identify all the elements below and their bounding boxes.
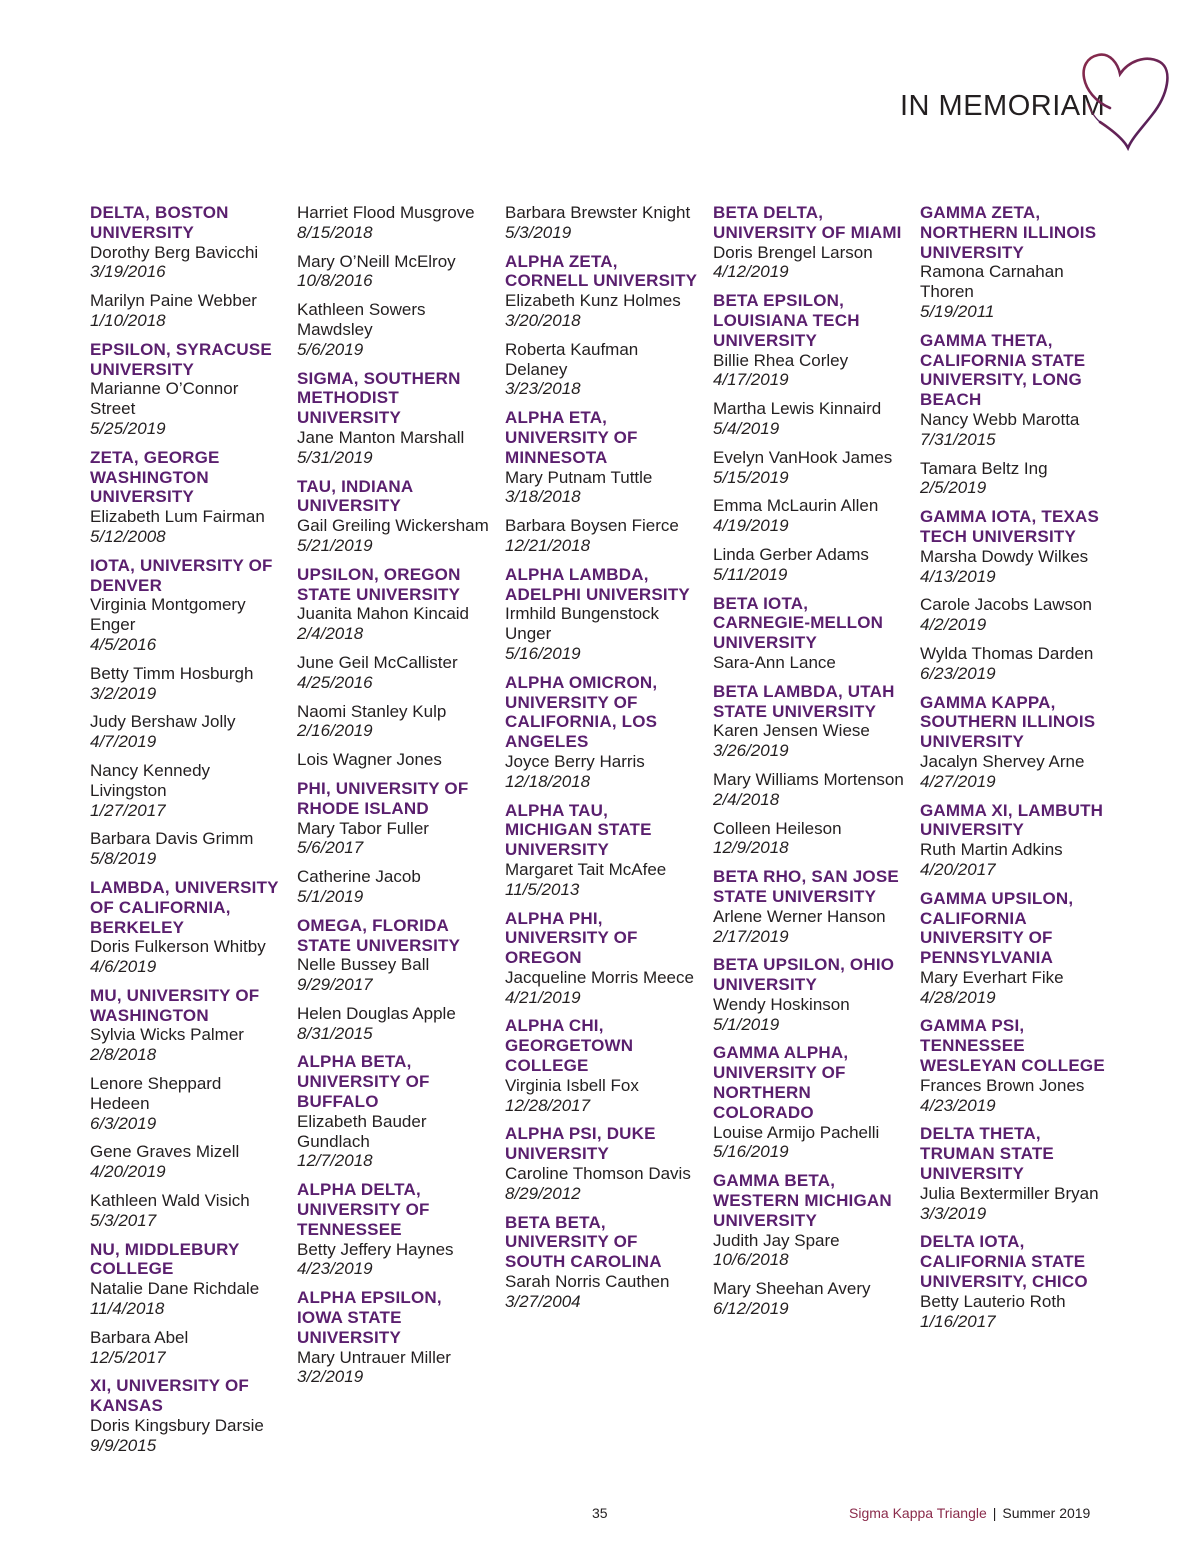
death-date: 1/16/2017 <box>920 1311 996 1331</box>
memorial-entry <box>920 840 1115 880</box>
death-date: 2/4/2018 <box>297 624 364 644</box>
death-date: 5/21/2019 <box>297 535 373 555</box>
memorial-entry <box>920 547 1115 587</box>
death-date: 6/23/2019 <box>920 663 996 683</box>
death-date: 12/28/2017 <box>505 1095 591 1115</box>
memorial-entry <box>90 761 285 820</box>
memorial-entry <box>297 955 492 995</box>
memorial-entry <box>920 595 1115 635</box>
member-name: Evelyn VanHook James <box>713 447 893 467</box>
chapter-heading: BETA IOTA, CARNEGIE-MELLON UNIVERSITY <box>713 593 884 653</box>
member-name: Linda Gerber Adams <box>713 544 869 564</box>
death-date: 3/19/2016 <box>90 262 166 282</box>
member-name: Virginia Montgomery Enger <box>90 595 246 635</box>
column-4 <box>713 203 908 1328</box>
memorial-entry <box>920 459 1115 499</box>
memorial-entry <box>713 496 908 536</box>
heart-icon <box>1070 50 1175 155</box>
memorial-entry <box>297 428 492 468</box>
memorial-entry <box>713 653 908 673</box>
page-footer <box>0 1505 1200 1529</box>
death-date: 9/29/2017 <box>297 975 373 995</box>
chapter-heading: GAMMA UPSILON, CALIFORNIA UNIVERSITY OF PENNSYLVANIA <box>920 888 1074 968</box>
memorial-entry <box>90 507 285 547</box>
chapter-heading: DELTA IOTA, CALIFORNIA STATE UNIVERSITY, CHICO <box>920 1232 1088 1292</box>
chapter-heading: ZETA, GEORGE WASHINGTON UNIVERSITY <box>90 447 220 507</box>
death-date: 5/3/2019 <box>505 222 572 242</box>
death-date: 5/16/2019 <box>713 1142 789 1162</box>
chapter-heading: ALPHA TAU, MICHIGAN STATE UNIVERSITY <box>505 800 652 860</box>
memorial-entry <box>920 752 1115 792</box>
chapter-heading: DELTA THETA, TRUMAN STATE UNIVERSITY <box>920 1124 1054 1184</box>
member-name: Sara-Ann Lance <box>713 652 836 672</box>
death-date: 5/16/2019 <box>505 643 581 663</box>
memorial-entry <box>90 1328 285 1368</box>
memorial-entry <box>920 968 1115 1008</box>
death-date: 2/16/2019 <box>297 721 373 741</box>
memorial-entry <box>90 1416 285 1456</box>
chapter-heading: BETA BETA, UNIVERSITY OF SOUTH CAROLINA <box>505 1212 662 1272</box>
chapter-heading: ALPHA LAMBDA, ADELPHI UNIVERSITY <box>505 564 690 604</box>
member-name: Doris Kingsbury Darsie <box>90 1416 264 1436</box>
member-name: Emma McLaurin Allen <box>713 496 879 516</box>
member-name: Lois Wagner Jones <box>297 750 442 770</box>
memorial-entry <box>505 516 700 556</box>
death-date: 2/17/2019 <box>713 926 789 946</box>
member-name: Natalie Dane Richdale <box>90 1279 260 1299</box>
publication-credit <box>849 1505 1090 1521</box>
memorial-entry <box>90 664 285 704</box>
chapter-heading: TAU, INDIANA UNIVERSITY <box>297 476 413 516</box>
death-date: 5/12/2008 <box>90 526 166 546</box>
memorial-entry <box>505 203 700 243</box>
death-date: 5/6/2017 <box>297 838 364 858</box>
memorial-entry <box>297 1348 492 1388</box>
memorial-entry <box>90 243 285 283</box>
death-date: 5/3/2017 <box>90 1210 157 1230</box>
memorial-entry <box>297 1240 492 1280</box>
member-name: Gene Graves Mizell <box>90 1142 240 1162</box>
chapter-heading: GAMMA THETA, CALIFORNIA STATE UNIVERSITY, LONG BEACH <box>920 330 1086 410</box>
memorial-entry <box>713 1123 908 1163</box>
death-date: 2/4/2018 <box>713 789 780 809</box>
death-date: 4/13/2019 <box>920 566 996 586</box>
column-2 <box>297 203 492 1396</box>
member-name: Jacqueline Morris Meece <box>505 967 694 987</box>
chapter-heading: PHI, UNIVERSITY OF RHODE ISLAND <box>297 778 469 818</box>
memorial-entry <box>505 1164 700 1204</box>
column-1 <box>90 203 285 1465</box>
chapter-heading: DELTA, BOSTON UNIVERSITY <box>90 203 229 242</box>
memorial-entry <box>920 1292 1115 1332</box>
member-name: Naomi Stanley Kulp <box>297 701 447 721</box>
member-name: Helen Douglas Apple <box>297 1003 456 1023</box>
member-name: Ramona Carnahan Thoren <box>920 262 1064 302</box>
memorial-entry <box>505 291 700 331</box>
member-name: Doris Fulkerson Whitby <box>90 937 266 957</box>
memorial-entry <box>713 545 908 585</box>
member-name: Betty Lauterio Roth <box>920 1291 1066 1311</box>
member-name: Irmhild Bungenstock Unger <box>505 604 660 644</box>
memorial-entry <box>505 860 700 900</box>
death-date: 12/21/2018 <box>505 535 591 555</box>
chapter-heading: BETA UPSILON, OHIO UNIVERSITY <box>713 955 895 995</box>
death-date: 8/29/2012 <box>505 1183 581 1203</box>
chapter-heading: GAMMA PSI, TENNESSEE WESLEYAN COLLEGE <box>920 1016 1105 1076</box>
death-date: 4/21/2019 <box>505 987 581 1007</box>
page-title: IN MEMORIAM <box>900 90 1106 122</box>
member-name: Julia Bextermiller Bryan <box>920 1183 1099 1203</box>
death-date: 9/9/2015 <box>90 1435 157 1455</box>
member-name: Mary Sheehan Avery <box>713 1279 871 1299</box>
page-header <box>0 0 1200 170</box>
member-name: Elizabeth Kunz Holmes <box>505 291 681 311</box>
member-name: Roberta Kaufman Delaney <box>505 339 639 379</box>
death-date: 6/12/2019 <box>713 1299 789 1319</box>
chapter-heading: MU, UNIVERSITY OF WASHINGTON <box>90 985 260 1025</box>
death-date: 1/27/2017 <box>90 800 166 820</box>
memorial-entry <box>90 937 285 977</box>
memorial-entry <box>920 410 1115 450</box>
memorial-entry <box>297 653 492 693</box>
member-name: Sarah Norris Cauthen <box>505 1272 670 1292</box>
member-name: Sylvia Wicks Palmer <box>90 1025 244 1045</box>
member-name: Judith Jay Spare <box>713 1230 840 1250</box>
death-date: 3/18/2018 <box>505 487 581 507</box>
chapter-heading: ALPHA OMICRON, UNIVERSITY OF CALIFORNIA, LOS ANGELES <box>505 672 658 752</box>
memorial-entry <box>297 604 492 644</box>
member-name: Wendy Hoskinson <box>713 994 850 1014</box>
member-name: Kathleen Sowers Mawdsley <box>297 300 426 339</box>
memorial-entry <box>90 1279 285 1319</box>
chapter-heading: ALPHA PSI, DUKE UNIVERSITY <box>505 1124 656 1164</box>
memorial-entry <box>297 516 492 556</box>
death-date: 3/2/2019 <box>90 683 157 703</box>
memorial-entry <box>505 1076 700 1116</box>
member-name: Marsha Dowdy Wilkes <box>920 546 1089 566</box>
member-name: Carole Jacobs Lawson <box>920 595 1092 615</box>
member-name: Barbara Davis Grimm <box>90 829 254 849</box>
chapter-heading: GAMMA IOTA, TEXAS TECH UNIVERSITY <box>920 507 1100 546</box>
member-name: Kathleen Wald Visich <box>90 1191 250 1211</box>
member-name: Mary Putnam Tuttle <box>505 467 653 487</box>
member-name: Nancy Webb Marotta <box>920 409 1080 429</box>
chapter-heading: OMEGA, FLORIDA STATE UNIVERSITY <box>297 915 461 955</box>
death-date: 8/15/2018 <box>297 222 373 242</box>
memorial-entry <box>713 448 908 488</box>
member-name: Betty Timm Hosburgh <box>90 663 254 683</box>
member-name: Mary Untrauer Miller <box>297 1347 451 1367</box>
chapter-heading: GAMMA ZETA, NORTHERN ILLINOIS UNIVERSITY <box>920 203 1097 262</box>
footer-separator: | <box>992 1505 997 1521</box>
death-date: 12/7/2018 <box>297 1151 373 1171</box>
memorial-entry <box>713 1279 908 1319</box>
memorial-entry <box>713 243 908 283</box>
death-date: 3/23/2018 <box>505 379 581 399</box>
death-date: 4/19/2019 <box>713 516 789 536</box>
chapter-heading: ALPHA ZETA, CORNELL UNIVERSITY <box>505 251 698 291</box>
memorial-entry <box>297 1112 492 1171</box>
chapter-heading: GAMMA XI, LAMBUTH UNIVERSITY <box>920 800 1104 840</box>
memorial-entry <box>297 702 492 742</box>
death-date: 4/23/2019 <box>920 1095 996 1115</box>
memorial-entry <box>90 595 285 654</box>
member-name: Barbara Boysen Fierce <box>505 516 679 536</box>
memorial-entry <box>297 252 492 292</box>
chapter-heading: GAMMA BETA, WESTERN MICHIGAN UNIVERSITY <box>713 1171 892 1230</box>
death-date: 4/23/2019 <box>297 1259 373 1279</box>
chapter-heading: BETA EPSILON, LOUISIANA TECH UNIVERSITY <box>713 291 860 350</box>
page-number: 35 <box>592 1505 608 1521</box>
death-date: 5/4/2019 <box>713 418 780 438</box>
member-name: Harriet Flood Musgrove <box>297 203 475 222</box>
death-date: 3/26/2019 <box>713 741 789 761</box>
member-name: Judy Bershaw Jolly <box>90 712 236 732</box>
death-date: 4/2/2019 <box>920 615 987 635</box>
column-3 <box>505 203 700 1321</box>
member-name: Mary Williams Mortenson <box>713 769 904 789</box>
member-name: Barbara Abel <box>90 1327 189 1347</box>
memorial-entry <box>713 907 908 947</box>
death-date: 3/2/2019 <box>297 1367 364 1387</box>
memorial-entry <box>297 1004 492 1044</box>
death-date: 5/1/2019 <box>297 886 364 906</box>
memorial-entry <box>713 995 908 1035</box>
death-date: 2/5/2019 <box>920 478 987 498</box>
member-name: Colleen Heileson <box>713 818 842 838</box>
death-date: 3/20/2018 <box>505 310 581 330</box>
chapter-heading: IOTA, UNIVERSITY OF DENVER <box>90 555 273 595</box>
chapter-heading: LAMBDA, UNIVERSITY OF CALIFORNIA, BERKELEY <box>90 877 279 937</box>
death-date: 8/31/2015 <box>297 1023 373 1043</box>
memorial-entry <box>713 721 908 761</box>
memorial-entry <box>90 379 285 438</box>
death-date: 4/6/2019 <box>90 957 157 977</box>
death-date: 7/31/2015 <box>920 429 996 449</box>
member-name: Elizabeth Lum Fairman <box>90 507 265 527</box>
memorial-entry <box>297 203 492 243</box>
memorial-entry <box>297 819 492 859</box>
death-date: 5/11/2019 <box>713 564 788 584</box>
memorial-entry <box>920 644 1115 684</box>
chapter-heading: BETA RHO, SAN JOSE STATE UNIVERSITY <box>713 867 899 906</box>
death-date: 4/27/2019 <box>920 771 996 791</box>
memorial-entry <box>297 750 492 770</box>
member-name: Nancy Kennedy Livingston <box>90 760 211 800</box>
member-name: Marianne O’Connor Street <box>90 379 239 419</box>
memorial-entry <box>90 1142 285 1182</box>
member-name: Barbara Brewster Knight <box>505 203 691 222</box>
death-date: 10/6/2018 <box>713 1250 789 1270</box>
memorial-entry <box>297 300 492 359</box>
death-date: 11/4/2018 <box>90 1299 165 1319</box>
member-name: Arlene Werner Hanson <box>713 906 886 926</box>
chapter-heading: GAMMA KAPPA, SOUTHERN ILLINOIS UNIVERSITY <box>920 692 1096 752</box>
chapter-heading: GAMMA ALPHA, UNIVERSITY OF NORTHERN COLORADO <box>713 1043 849 1122</box>
chapter-heading: SIGMA, SOUTHERN METHODIST UNIVERSITY <box>297 368 461 428</box>
memorial-entry <box>90 712 285 752</box>
member-name: Juanita Mahon Kincaid <box>297 604 470 624</box>
member-name: Mary Everhart Fike <box>920 967 1064 987</box>
death-date: 1/10/2018 <box>90 310 166 330</box>
memorial-entry <box>505 604 700 663</box>
death-date: 4/25/2016 <box>297 672 373 692</box>
chapter-heading: ALPHA CHI, GEORGETOWN COLLEGE <box>505 1016 634 1076</box>
column-5 <box>920 203 1115 1340</box>
memorial-entry <box>297 867 492 907</box>
member-name: Wylda Thomas Darden <box>920 643 1094 663</box>
member-name: Doris Brengel Larson <box>713 242 873 262</box>
memorial-entry <box>90 829 285 869</box>
death-date: 4/7/2019 <box>90 732 157 752</box>
death-date: 3/27/2004 <box>505 1291 581 1311</box>
member-name: Mary O’Neill McElroy <box>297 251 456 271</box>
member-name: Billie Rhea Corley <box>713 350 849 370</box>
memorial-entry <box>90 1074 285 1133</box>
memorial-entry <box>920 262 1115 321</box>
death-date: 5/19/2011 <box>920 301 995 321</box>
death-date: 11/5/2013 <box>505 879 580 899</box>
memorial-entry <box>90 1025 285 1065</box>
memorial-entry <box>713 819 908 859</box>
memorial-entry <box>90 291 285 331</box>
chapter-heading: ALPHA BETA, UNIVERSITY OF BUFFALO <box>297 1052 430 1112</box>
member-name: Joyce Berry Harris <box>505 751 645 771</box>
death-date: 12/9/2018 <box>713 838 789 858</box>
publication-name: Sigma Kappa Triangle <box>849 1505 987 1521</box>
memorial-entry <box>505 752 700 792</box>
death-date: 5/8/2019 <box>90 849 157 869</box>
death-date: 4/17/2019 <box>713 370 789 390</box>
chapter-heading: ALPHA ETA, UNIVERSITY OF MINNESOTA <box>505 408 638 467</box>
death-date: 4/5/2016 <box>90 634 157 654</box>
memorial-entry <box>713 351 908 391</box>
death-date: 12/5/2017 <box>90 1347 166 1367</box>
chapter-heading: NU, MIDDLEBURY COLLEGE <box>90 1239 240 1279</box>
death-date: 10/8/2016 <box>297 271 373 291</box>
memorial-entry <box>713 399 908 439</box>
member-name: Ruth Martin Adkins <box>920 840 1063 860</box>
member-name: Marilyn Paine Webber <box>90 291 257 311</box>
member-name: Virginia Isbell Fox <box>505 1075 639 1095</box>
death-date: 4/20/2019 <box>90 1162 166 1182</box>
death-date: 2/8/2018 <box>90 1045 157 1065</box>
member-name: Jane Manton Marshall <box>297 427 465 447</box>
memorial-entry <box>90 1191 285 1231</box>
chapter-heading: BETA LAMBDA, UTAH STATE UNIVERSITY <box>713 681 895 721</box>
chapter-heading: ALPHA DELTA, UNIVERSITY OF TENNESSEE <box>297 1180 430 1239</box>
member-name: Betty Jeffery Haynes <box>297 1239 454 1259</box>
memorial-entry <box>505 968 700 1008</box>
member-name: Frances Brown Jones <box>920 1075 1085 1095</box>
memorial-entry <box>505 340 700 399</box>
death-date: 4/12/2019 <box>713 262 789 282</box>
member-name: Martha Lewis Kinnaird <box>713 399 882 419</box>
issue-label: Summer 2019 <box>1002 1505 1091 1521</box>
memorial-entry <box>505 468 700 508</box>
member-name: Mary Tabor Fuller <box>297 818 429 838</box>
chapter-heading: XI, UNIVERSITY OF KANSAS <box>90 1376 249 1416</box>
member-name: Dorothy Berg Bavicchi <box>90 242 259 262</box>
chapter-heading: ALPHA PHI, UNIVERSITY OF OREGON <box>505 908 638 968</box>
death-date: 5/1/2019 <box>713 1014 780 1034</box>
death-date: 4/20/2017 <box>920 859 996 879</box>
member-name: Gail Greiling Wickersham <box>297 516 489 536</box>
member-name: Jacalyn Shervey Arne <box>920 751 1085 771</box>
memorial-entry <box>920 1076 1115 1116</box>
member-name: Louise Armijo Pachelli <box>713 1122 880 1142</box>
death-date: 4/28/2019 <box>920 987 996 1007</box>
death-date: 6/3/2019 <box>90 1113 157 1133</box>
member-name: June Geil McCallister <box>297 652 458 672</box>
member-name: Catherine Jacob <box>297 867 421 887</box>
member-name: Karen Jensen Wiese <box>713 721 870 741</box>
memorial-entry <box>713 1231 908 1271</box>
death-date: 5/25/2019 <box>90 418 166 438</box>
memorial-entry <box>713 770 908 810</box>
chapter-heading: ALPHA EPSILON, IOWA STATE UNIVERSITY <box>297 1288 442 1347</box>
member-name: Caroline Thomson Davis <box>505 1164 691 1184</box>
chapter-heading: EPSILON, SYRACUSE UNIVERSITY <box>90 339 272 379</box>
death-date: 5/6/2019 <box>297 339 364 359</box>
memorial-entry <box>920 1184 1115 1224</box>
member-name: Lenore Sheppard Hedeen <box>90 1074 222 1113</box>
memorial-entry <box>505 1272 700 1312</box>
death-date: 12/18/2018 <box>505 771 591 791</box>
member-name: Tamara Beltz Ing <box>920 458 1048 478</box>
chapter-heading: UPSILON, OREGON STATE UNIVERSITY <box>297 564 461 604</box>
chapter-heading: BETA DELTA, UNIVERSITY OF MIAMI <box>713 203 902 242</box>
death-date: 5/31/2019 <box>297 447 373 467</box>
member-name: Nelle Bussey Ball <box>297 955 430 975</box>
member-name: Margaret Tait McAfee <box>505 859 667 879</box>
member-name: Elizabeth Bauder Gundlach <box>297 1111 427 1151</box>
death-date: 5/15/2019 <box>713 467 789 487</box>
death-date: 3/3/2019 <box>920 1203 987 1223</box>
